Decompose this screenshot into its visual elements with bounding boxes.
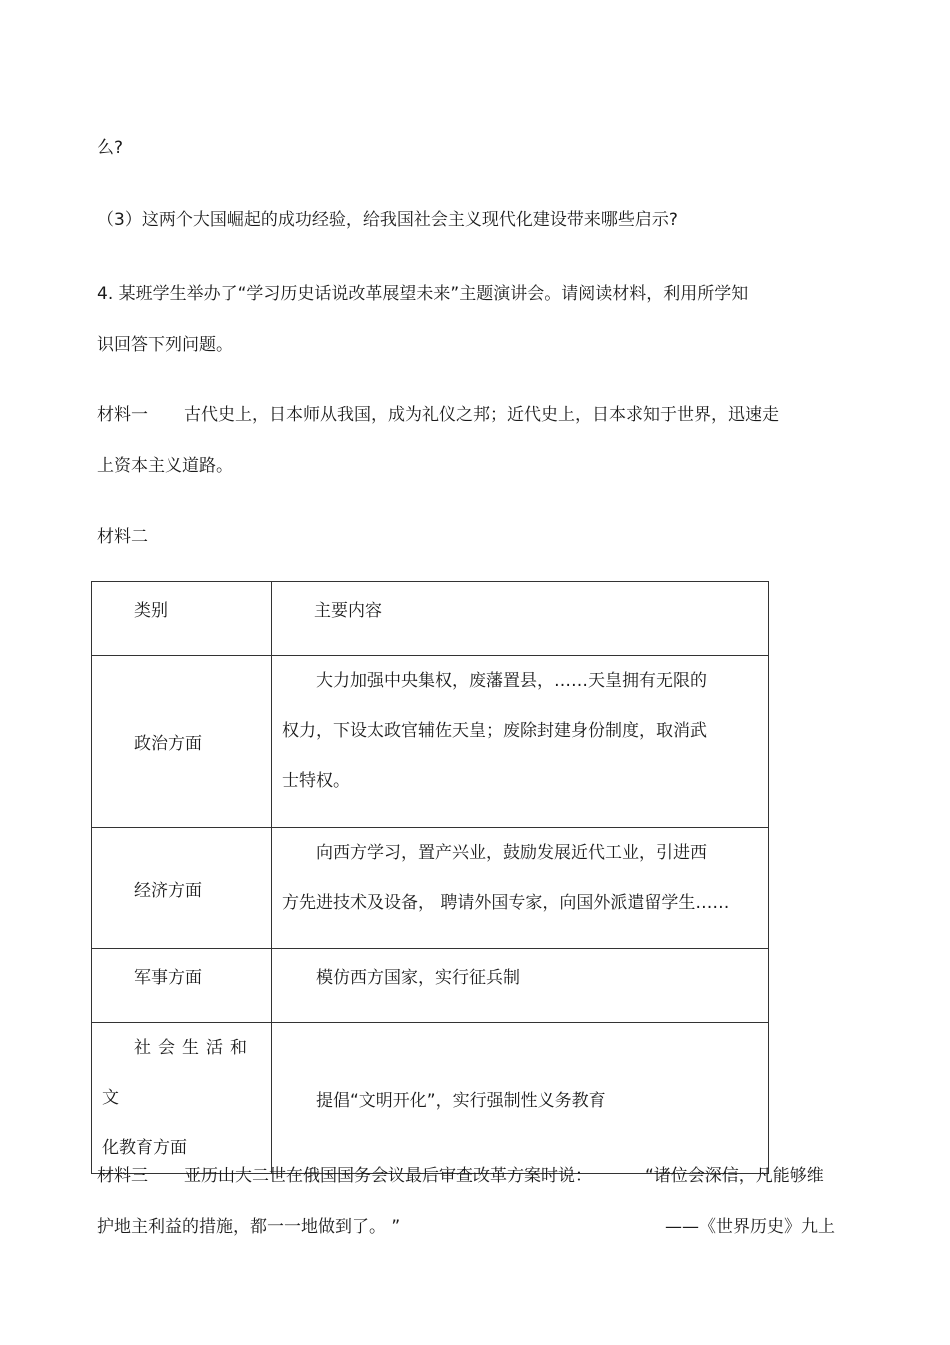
material-3-label: 材料三 xyxy=(97,1166,148,1186)
header-content: 主要内容 xyxy=(314,601,382,621)
material-3-text: 亚历山大二世在俄国国务会议最后审查改革方案时说： xyxy=(184,1166,592,1186)
category-label: 社会生活和文 xyxy=(102,1038,254,1108)
text-line: 上资本主义道路。 xyxy=(97,456,233,476)
table-header-cell xyxy=(92,582,272,656)
content-line: 提倡“文明开化”，实行强制性义务教育 xyxy=(316,1090,606,1111)
material-3 xyxy=(97,1161,592,1186)
category-label: 政治方面 xyxy=(134,734,202,754)
material-3-text: 护地主利益的措施，都一一地做到了。 ” xyxy=(97,1217,401,1237)
content-line: 大力加强中央集权，废藩置县，……天皇拥有无限的 xyxy=(316,671,707,691)
question-4: 4. 某班学生举办了“学习历史话说改革展望未来”主题演讲会。请阅读材料，利用所学知 xyxy=(97,284,749,304)
content-line: 方先进技术及设备， 聘请外国专家，向国外派遣留学生…… xyxy=(282,893,730,913)
material-3-source: ——《世界历史》九上 xyxy=(665,1217,835,1237)
content-cell xyxy=(272,1023,769,1174)
header-category: 类别 xyxy=(134,601,168,621)
material-3-quote: “诸位会深信，凡能够维 xyxy=(645,1166,824,1186)
category-label: 军事方面 xyxy=(134,968,202,988)
text-line: 么? xyxy=(97,138,124,158)
content-cell xyxy=(272,949,769,1023)
category-label: 经济方面 xyxy=(134,880,202,901)
category-label: 化教育方面 xyxy=(102,1138,187,1158)
table-header-cell xyxy=(272,582,769,656)
material-2-label: 材料二 xyxy=(97,527,148,547)
table-row xyxy=(92,949,769,1023)
category-cell xyxy=(92,1023,272,1174)
table-row xyxy=(92,656,769,828)
material-1 xyxy=(97,400,779,425)
content-line: 模仿西方国家，实行征兵制 xyxy=(316,968,520,988)
text-line: 识回答下列问题。 xyxy=(97,335,233,355)
material-1-text: 古代史上，日本师从我国，成为礼仪之邦；近代史上，日本求知于世界，迅速走 xyxy=(184,405,779,425)
category-cell xyxy=(92,828,272,949)
content-line: 士特权。 xyxy=(282,771,350,791)
content-line: 向西方学习，置产兴业，鼓励发展近代工业，引进西 xyxy=(316,843,707,863)
category-cell xyxy=(92,949,272,1023)
table-row xyxy=(92,828,769,949)
table-row xyxy=(92,1023,769,1174)
category-cell xyxy=(92,656,272,828)
question-3: （3）这两个大国崛起的成功经验，给我国社会主义现代化建设带来哪些启示? xyxy=(97,210,678,230)
reform-table xyxy=(91,581,769,1174)
content-cell xyxy=(272,828,769,949)
content-line: 权力，下设太政官辅佐天皇；废除封建身份制度，取消武 xyxy=(282,721,707,741)
content-cell xyxy=(272,656,769,828)
table-header-row xyxy=(92,582,769,656)
material-1-label: 材料一 xyxy=(97,405,148,425)
